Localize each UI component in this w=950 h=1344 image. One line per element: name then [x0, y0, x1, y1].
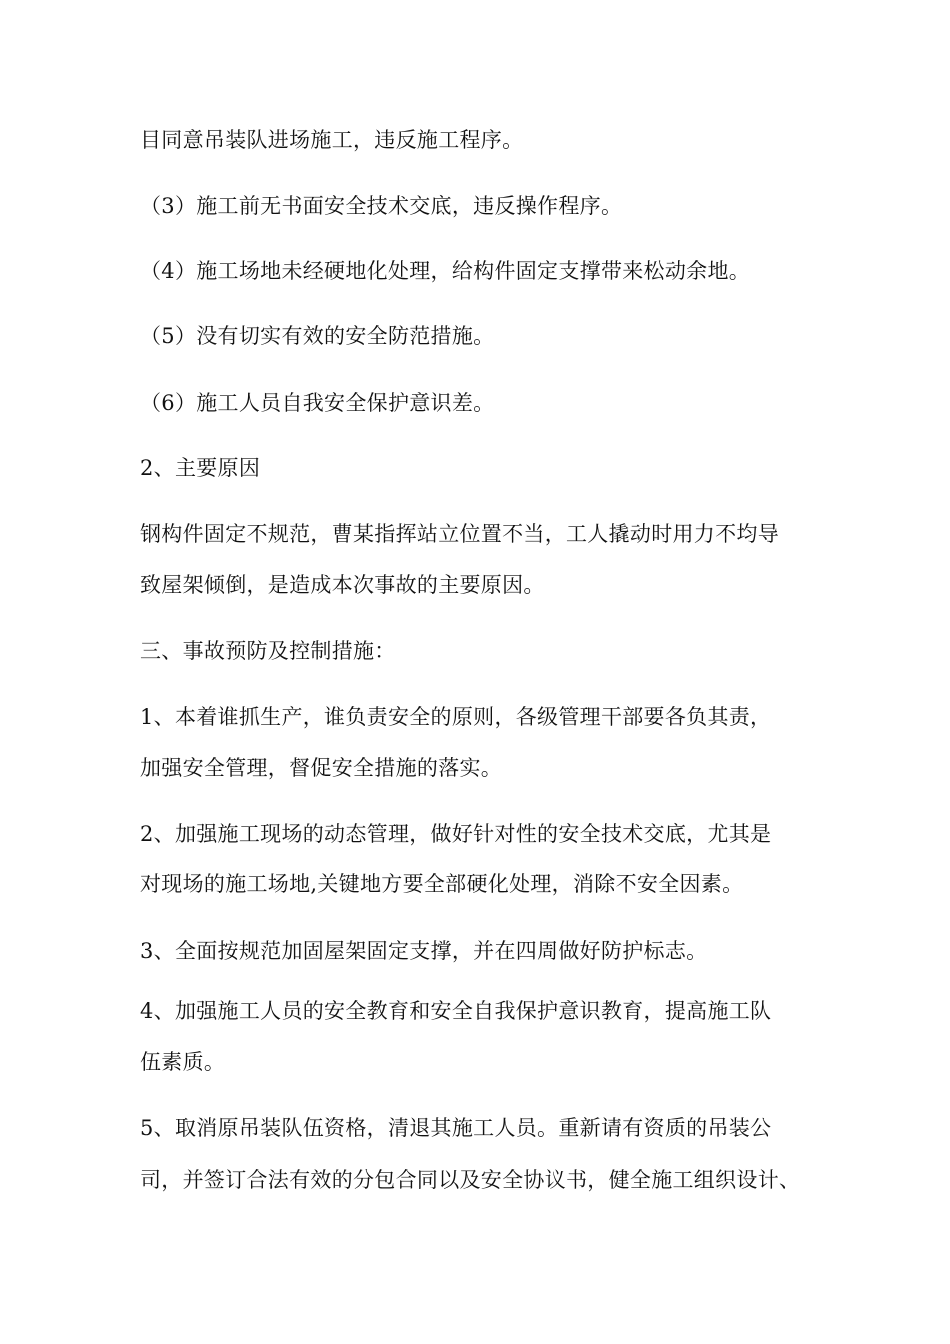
section-heading: 2、主要原因: [140, 456, 261, 480]
text-line: 4、加强施工人员的安全教育和安全自我保护意识教育，提高施工队: [140, 999, 772, 1023]
text-line: 伍素质。: [140, 1050, 226, 1074]
text-line: 1、本着谁抓生产，谁负责安全的原则，各级管理干部要各负其责，: [140, 705, 772, 729]
text-line: （4）施工场地未经硬地化处理，给构件固定支撑带来松动余地。: [140, 259, 751, 283]
text-line: （6）施工人员自我安全保护意识差。: [140, 391, 495, 415]
text-line: 钢构件固定不规范，曹某指挥站立位置不当，工人撬动时用力不均导: [140, 522, 779, 546]
text-line: 司，并签订合法有效的分包合同以及安全协议书，健全施工组织设计、: [140, 1168, 801, 1192]
text-line: 致屋架倾倒，是造成本次事故的主要原因。: [140, 573, 545, 597]
text-line: 3、全面按规范加固屋架固定支撑，并在四周做好防护标志。: [140, 939, 708, 963]
text-line: （3）施工前无书面安全技术交底，违反操作程序。: [140, 194, 623, 218]
text-line: 2、加强施工现场的动态管理，做好针对性的安全技术交底，尤其是: [140, 822, 772, 846]
text-line: 5、取消原吊装队伍资格，清退其施工人员。重新请有资质的吊装公: [140, 1116, 772, 1140]
text-line: （5）没有切实有效的安全防范措施。: [140, 324, 495, 348]
text-line: 目同意吊装队进场施工，违反施工程序。: [140, 128, 524, 152]
text-line: 对现场的施工场地,关键地方要全部硬化处理，消除不安全因素。: [140, 872, 744, 896]
text-line: 加强安全管理，督促安全措施的落实。: [140, 756, 503, 780]
section-heading: 三、事故预防及控制措施：: [140, 639, 396, 663]
